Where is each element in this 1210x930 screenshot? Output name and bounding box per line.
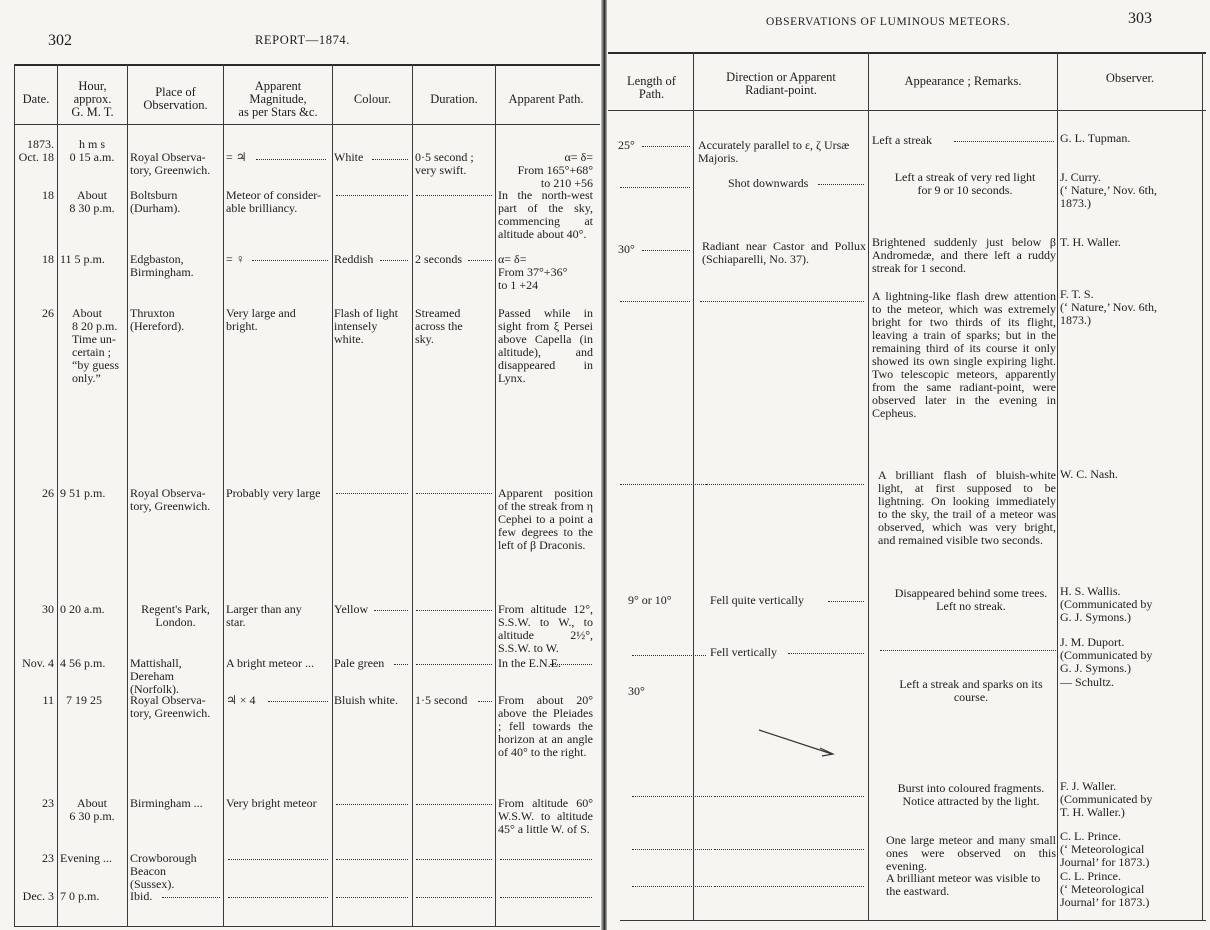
cell-place: Boltsburn (Durham). [130,188,181,215]
cell-appearance: A lightning-like flash drew attention to the meteor, which was extremely bright for two thirds of its flight, leaving a train of sparks; but in the remaining third of its course it only showed its own single expiring light. Two telescopic meteors, apparently from the same radiant-point, were observed later in the evening in Cepheus. [872,289,1056,420]
leader-dots [714,796,864,797]
cell-appearance: Brightened suddenly just below β Andromedæ, and there left a ruddy streak for 1 second. [872,235,1056,275]
header-path: Apparent Path. [508,92,584,106]
header-observer: Observer. [1105,71,1155,85]
cell-observer: C. L. Prince. (‘ Meteorological Journal’ for 1873.) [1060,829,1150,869]
cell-length: 30° [618,242,635,256]
cell-direction: Radiant near Castor and Pollux (Schiaparelli, No. 37). [702,239,866,266]
leader-dots [256,159,326,160]
cell-length: 25° [618,138,635,152]
leader-dots [468,260,492,261]
trajectory-arrow-icon [756,726,838,760]
col-rule [1202,52,1203,920]
cell-observer: J. M. Duport. (Communicated by G. J. Symons.) [1060,635,1153,675]
cell-place: Thruxton (Hereford). [130,306,185,333]
cell-date: 26 [42,486,54,500]
leader-dots [818,184,864,185]
header-colour: Colour. [353,92,392,106]
cell-magnitude: = ♀ [226,252,245,266]
cell-duration: Streamed across the sky. [415,306,463,346]
col-rule [223,64,224,926]
leader-dots [706,484,864,485]
cell-observer: W. C. Nash. [1060,467,1118,481]
cell-date: Nov. 4 [22,656,54,670]
leader-dots [416,610,492,611]
cell-direction: Fell quite vertically [710,593,804,607]
page-number-left: 302 [48,32,72,49]
cell-path: From about 20° above the Pleiades ; fell towards the horizon at an angle of 40° to the right. [498,693,593,759]
cell-hour: 4 56 p.m. [60,656,106,670]
leader-dots [416,804,492,805]
cell-observer: — Schultz. [1060,675,1114,689]
cell-place: Crowborough Beacon (Sussex). [130,851,197,891]
cell-place: Ibid. [130,889,153,903]
cell-colour: White [334,150,364,164]
col-rule [412,64,413,926]
table-top-rule [14,64,600,66]
cell-appearance: Burst into coloured fragments. Notice attracted by the light. [897,781,1045,808]
right-page [606,0,1210,930]
leader-dots [828,601,864,602]
cell-place: Edgbaston, Birmingham. [130,252,194,279]
page-number-right: 303 [1128,10,1152,27]
leader-dots [620,187,690,188]
leader-dots [620,301,690,302]
header-duration: Duration. [430,92,478,106]
cell-date: Dec. 3 [22,889,54,903]
cell-length: 30° [628,684,645,698]
cell-direction: Fell vertically [710,645,777,659]
cell-appearance: A brilliant meteor was visible to the eastward. [886,871,1041,898]
cell-appearance: Disappeared behind some trees. Left no streak. [894,586,1048,613]
leader-dots [632,796,712,797]
cell-hour: 0 20 a.m. [60,602,105,616]
leader-dots [478,701,492,702]
cell-date: 18 [42,188,54,202]
cell-hour: 7 0 p.m. [60,889,100,903]
cell-path: In the north-west part of the sky, commencing at altitude about 40°. [498,188,593,241]
cell-colour: Reddish [334,252,374,266]
cell-path: In the E.N.E. [498,656,561,670]
running-head-left: REPORT—1874. [255,33,350,47]
cell-magnitude: A bright meteor ... [226,656,314,670]
cell-direction: Shot downwards [728,176,809,190]
cell-path: From altitude 60° W.S.W. to altitude 45° a little W. of S. [498,796,593,836]
header-date: Date. [22,92,50,106]
cell-path: α= δ= From 165°+68° to 210 +56 [517,150,593,190]
cell-observer: G. L. Tupman. [1060,131,1131,145]
cell-appearance: Left a streak and sparks on its course. [899,677,1043,704]
leader-dots [632,655,706,656]
leader-dots [500,897,592,898]
cell-date: 23 [42,851,54,865]
header-length: Length of Path. [627,74,676,101]
cell-hour: h m s 0 15 a.m. [69,137,115,164]
cell-appearance: A brilliant flash of bluish-white light, at first supposed to be lightning. On looking immediately to the sky, the trail of a meteor was observed, which was very bright, and remained visible two seconds. [878,468,1056,547]
cell-path: α= δ= From 37°+36° to 1 +24 [498,252,568,292]
leader-dots [380,260,408,261]
col-rule [495,64,496,926]
cell-colour: Flash of light intensely white. [334,306,399,346]
col-rule [332,64,333,926]
cell-path: Apparent position of the streak from η Cephei to a point a few degrees to the left of β Draconis. [498,486,593,552]
cell-magnitude: Probably very large [226,486,321,500]
leader-dots [336,897,408,898]
cell-date: 1873. Oct. 18 [18,137,54,164]
leader-dots [336,195,408,196]
leader-dots [632,849,712,850]
leader-dots [372,159,408,160]
cell-colour: Pale green [334,656,385,670]
cell-date: 11 [42,693,54,707]
leader-dots [642,146,690,147]
leader-dots [620,484,706,485]
cell-date: 26 [42,306,54,320]
col-rule [693,52,694,920]
cell-place: Mattishall, Dereham (Norfolk). [130,656,182,696]
leader-dots [336,493,408,494]
cell-duration: 0·5 second ; very swift. [415,150,474,177]
leader-dots [954,141,1054,142]
cell-place: Royal Observa- tory, Greenwich. [130,693,211,720]
leader-dots [268,701,328,702]
table-bottom-rule [14,926,600,927]
cell-magnitude: Very large and bright. [226,306,296,333]
cell-place: Birmingham ... [130,796,203,810]
leader-dots [416,664,492,665]
header-magnitude: Apparent Magnitude, as per Stars &c. [238,79,318,119]
cell-place: Royal Observa- tory, Greenwich. [130,486,211,513]
leader-dots [700,301,864,302]
cell-duration: 2 seconds [415,252,462,266]
cell-observer: J. Curry. (‘ Nature,’ Nov. 6th, 1873.) [1060,170,1157,210]
cell-place: Royal Observa- tory, Greenwich. [130,150,211,177]
leader-dots [228,859,328,860]
leader-dots [642,250,690,251]
cell-magnitude: Meteor of consider- able brilliancy. [226,188,322,215]
cell-appearance: Left a streak of very red light for 9 or 10 seconds. [894,170,1036,197]
cell-hour: About 6 30 p.m. [69,796,115,823]
table-top-rule [608,52,1206,54]
cell-date: 18 [42,252,54,266]
cell-path: From altitude 12°, S.S.W. to W., to altitude 2½°, S.S.W. to W. [498,602,593,655]
header-bottom-rule [14,124,600,125]
leader-dots [416,493,492,494]
header-place: Place of Observation. [143,85,208,112]
cell-length: 9° or 10° [628,593,672,607]
header-appearance: Appearance ; Remarks. [904,74,1022,88]
cell-hour: About 8 30 p.m. [69,188,115,215]
cell-observer: T. H. Waller. [1060,235,1121,249]
leader-dots [550,664,592,665]
leader-dots [632,886,712,887]
cell-path: Passed while in sight from ξ Persei above Capella (in altitude), and disappeared in Lynx. [498,306,593,385]
leader-dots [336,804,408,805]
cell-colour: Bluish white. [334,693,399,707]
cell-magnitude: ♃ × 4 [226,693,256,707]
cell-observer: F. T. S. (‘ Nature,’ Nov. 6th, 1873.) [1060,287,1157,327]
leader-dots [416,897,492,898]
leader-dots [228,897,328,898]
cell-hour: Evening ... [60,851,112,865]
leader-dots [880,650,1056,651]
running-head-right: OBSERVATIONS OF LUMINOUS METEORS. [766,16,1011,28]
cell-magnitude: Larger than any star. [226,602,302,629]
leader-dots [714,849,864,850]
leader-dots [336,859,408,860]
header-hour: Hour, approx. G. M. T. [71,79,114,119]
cell-hour: 7 19 25 [66,693,102,707]
cell-date: 23 [42,796,54,810]
cell-hour: About 8 20 p.m. Time un- certain ; “by guess only.” [72,306,119,385]
leader-dots [788,653,864,654]
cell-appearance: Left a streak [872,133,932,147]
leader-dots [416,195,492,196]
cell-hour: 9 51 p.m. [60,486,106,500]
cell-direction: Accurately parallel to ε, ζ Ursæ Majoris. [698,138,850,165]
col-rule [868,52,869,920]
leader-dots [374,610,408,611]
header-bottom-rule [608,110,1206,111]
cell-colour: Yellow [334,602,369,616]
cell-hour: 11 5 p.m. [60,252,105,266]
cell-date: 30 [42,602,54,616]
leader-dots [252,260,328,261]
leader-dots [416,859,492,860]
cell-duration: 1·5 second [415,693,468,707]
table-bottom-rule [620,920,1206,921]
leader-dots [500,859,592,860]
cell-appearance: One large meteor and many small ones were observed on this evening. [886,833,1056,873]
leader-dots [714,886,864,887]
leader-dots [162,897,220,898]
cell-place: Regent's Park, London. [141,602,210,629]
leader-dots [394,664,408,665]
cell-observer: F. J. Waller. (Communicated by T. H. Waller.) [1060,779,1153,819]
cell-magnitude: Very bright meteor [226,796,317,810]
cell-observer: H. S. Wallis. (Communicated by G. J. Symons.) [1060,584,1153,624]
cell-magnitude: = ♃ [226,150,247,164]
cell-observer: C. L. Prince. (‘ Meteorological Journal’ for 1873.) [1060,869,1150,909]
left-page [0,0,603,930]
header-direction: Direction or Apparent Radiant-point. [726,70,836,97]
